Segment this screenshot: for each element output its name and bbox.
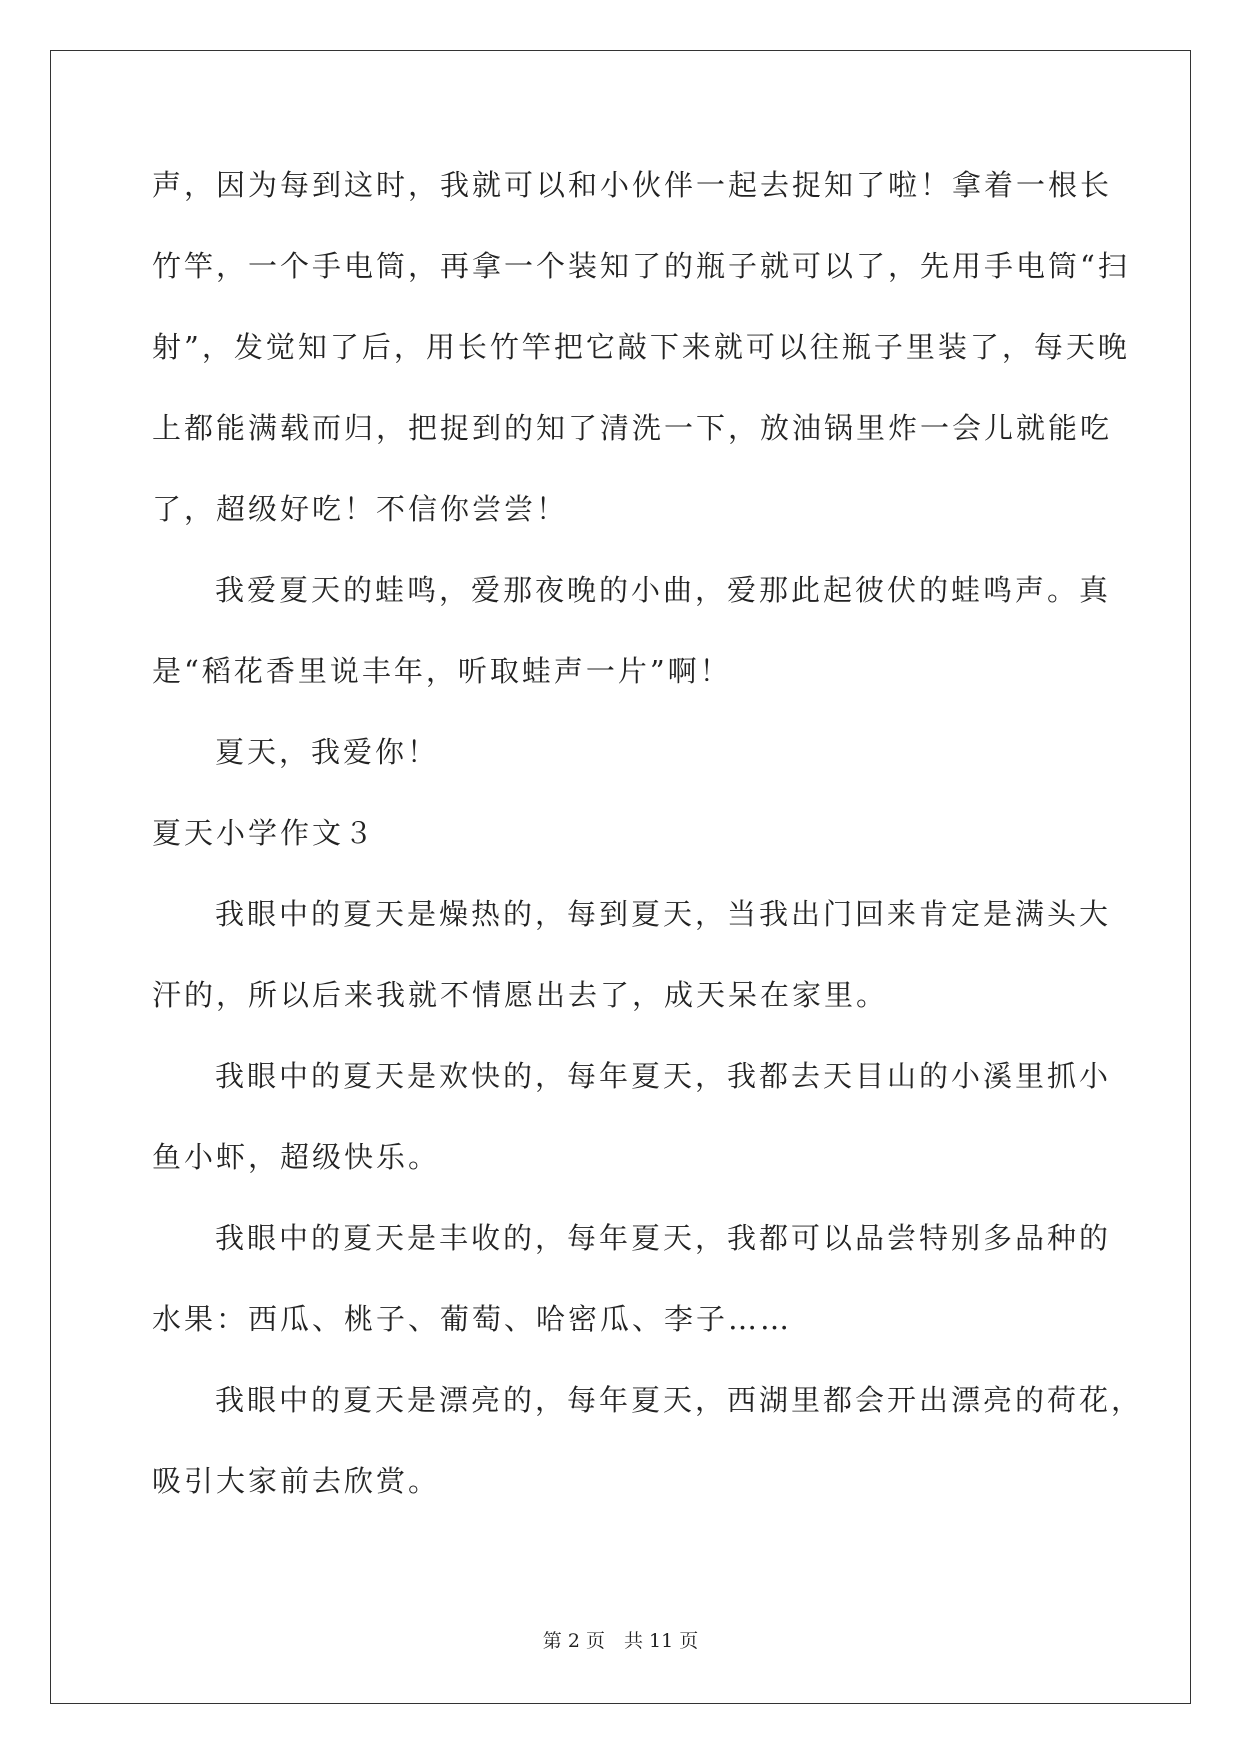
- paragraph-start-line: 我眼中的夏天是欢快的，每年夏天，我都去天目山的小溪里抓小: [215, 1059, 1112, 1093]
- paragraph-start-line: 我眼中的夏天是漂亮的，每年夏天，西湖里都会开出漂亮的荷花，: [215, 1383, 1144, 1417]
- section-heading: 夏天小学作文３: [152, 816, 377, 850]
- text-line: 声，因为每到这时，我就可以和小伙伴一起去捉知了啦！拿着一根长: [152, 168, 1113, 202]
- paragraph-start-line: 我爱夏天的蛙鸣，爱那夜晚的小曲，爱那此起彼伏的蛙鸣声。真: [215, 573, 1112, 607]
- text-line: 射”，发觉知了后，用长竹竿把它敲下来就可以往瓶子里装了，每天晚: [152, 330, 1130, 364]
- paragraph-start-line: 我眼中的夏天是燥热的，每到夏天，当我出门回来肯定是满头大: [215, 897, 1112, 931]
- text-line: 吸引大家前去欣赏。: [152, 1464, 441, 1498]
- text-line: 是“稻花香里说丰年，听取蛙声一片”啊！: [152, 654, 732, 688]
- paragraph-start-line: 夏天，我爱你！: [215, 735, 440, 769]
- page-number-footer: 第 2 页 共 11 页: [542, 1630, 699, 1652]
- text-line: 水果：西瓜、桃子、葡萄、哈密瓜、李子……: [152, 1302, 793, 1336]
- text-line: 鱼小虾，超级快乐。: [152, 1140, 441, 1174]
- document-body: [152, 160, 1144, 1537]
- text-line: 上都能满载而归，把捉到的知了清洗一下，放油锅里炸一会儿就能吃: [152, 411, 1113, 445]
- text-line: 竹竿，一个手电筒，再拿一个装知了的瓶子就可以了，先用手电筒“扫: [152, 249, 1130, 283]
- text-line: 汗的，所以后来我就不情愿出去了，成天呆在家里。: [152, 978, 889, 1012]
- paragraph-start-line: 我眼中的夏天是丰收的，每年夏天，我都可以品尝特别多品种的: [215, 1221, 1112, 1255]
- text-line: 了，超级好吃！不信你尝尝！: [152, 492, 569, 526]
